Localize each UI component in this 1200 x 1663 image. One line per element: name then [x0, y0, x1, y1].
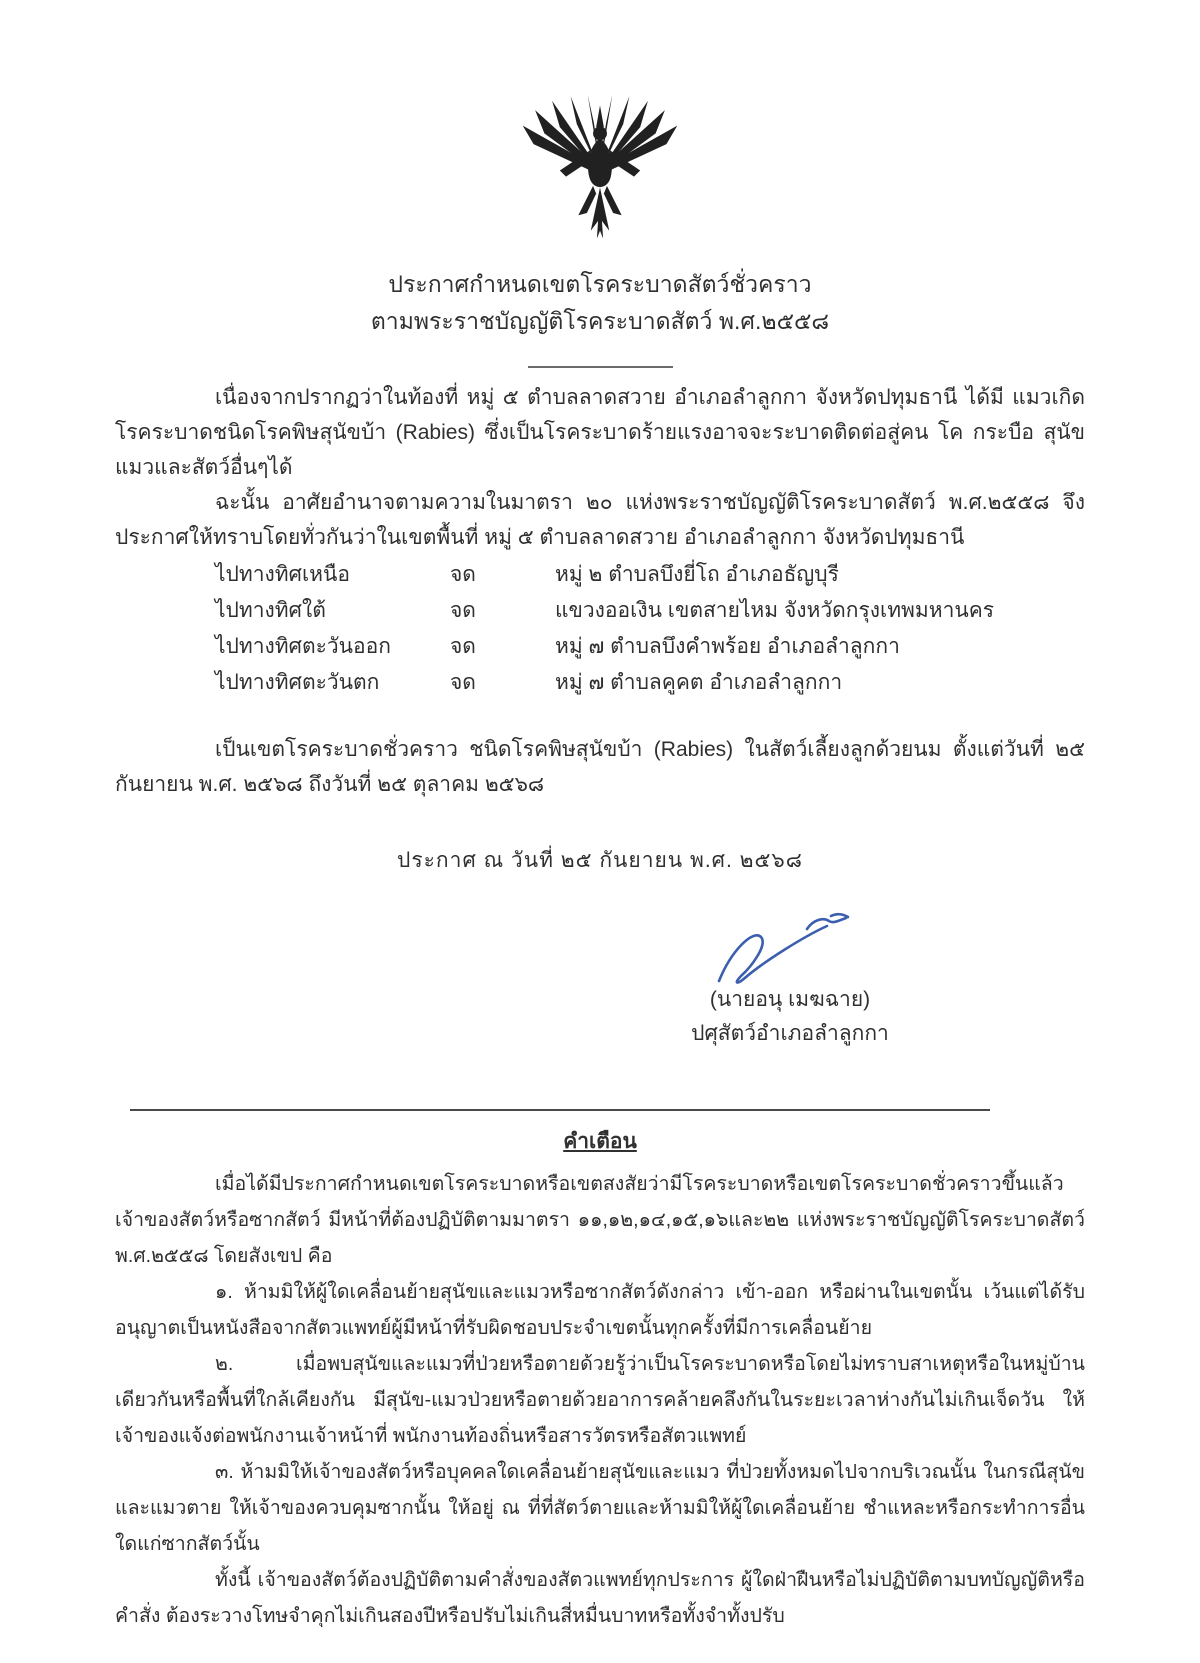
title-divider	[528, 366, 673, 368]
boundary-connector: จด	[450, 599, 476, 622]
announcement-date: ประกาศ ณ วันที่ ๒๕ กันยายน พ.ศ. ๒๕๖๘	[397, 849, 803, 872]
boundary-value: หมู่ ๗ ตำบลคูคต อำเภอลำลูกกา	[555, 671, 843, 694]
boundary-connector: จด	[450, 563, 476, 586]
boundary-value: หมู่ ๗ ตำบลบึงคำพร้อย อำเภอลำลูกกา	[555, 635, 900, 658]
body-paragraph-2: ฉะนั้น อาศัยอำนาจตามความในมาตรา ๒๐ แห่งพระราชบัญญัติโรคระบาดสัตว์ พ.ศ.๒๕๕๘ จึงประกาศให้ทราบโดยทั่วกันว่าในเขตพื้นที่ หมู่ ๕ ตำบลลาดสวาย อำเภอลำลูกกา จังหวัดปทุมธานี	[115, 491, 1085, 549]
garuda-emblem-icon	[515, 88, 685, 256]
boundary-table	[215, 557, 1085, 700]
warning-paragraph-2: ๑. ห้ามมิให้ผู้ใดเคลื่อนย้ายสุนัขและแมวหรือซากสัตว์ดังกล่าว เข้า-ออก หรือผ่านในเขตนั้น เว้นแต่ได้รับอนุญาตเป็นหนังสือจากสัตวแพทย์ผู้มีหน้าที่รับผิดชอบประจำเขตนั้นทุกครั้งที่มีการเคลื่อนย้าย	[115, 1281, 1085, 1339]
boundary-connector: จด	[450, 671, 476, 694]
warning-heading: คำเตือน	[563, 1130, 637, 1153]
body-paragraph-3: เป็นเขตโรคระบาดชั่วคราว ชนิดโรคพิษสุนัขบ้า (Rabies) ในสัตว์เลี้ยงลูกด้วยนม ตั้งแต่วันที่ ๒๕ กันยายน พ.ศ. ๒๕๖๘ ถึงวันที่ ๒๕ ตุลาคม ๒๕๖๘	[115, 738, 1085, 796]
warning-paragraph-3: ๒. เมื่อพบสุนัขและแมวที่ป่วยหรือตายด้วยรู้ว่าเป็นโรคระบาดหรือโดยไม่ทราบสาเหตุหรือในหมู่บ้านเดียวกันหรือพื้นที่ใกล้เคียงกัน มีสุนัข-แมวป่วยหรือตายด้วยอาการคล้ายคลึงกันในระยะเวลาห่างกันไม่เกินเจ็ดวัน ให้เจ้าของแจ้งต่อพนักงานเจ้าหน้าที่ พนักงานท้องถิ่นหรือสารวัตรหรือสัตวแพทย์	[115, 1353, 1085, 1447]
section-divider	[130, 1109, 990, 1111]
boundary-connector: จด	[450, 635, 476, 658]
body-paragraph-1: เนื่องจากปรากฏว่าในท้องที่ หมู่ ๕ ตำบลลาดสวาย อำเภอลำลูกกา จังหวัดปทุมธานี ได้มี แมวเกิดโรคระบาดชนิดโรคพิษสุนัขบ้า (Rabies) ซึ่งเป็นโรคระบาดร้ายแรงอาจจะระบาดติดต่อสู่คน โค กระบือ สุนัข แมวและสัตว์อื่นๆได้	[115, 386, 1085, 479]
announcement-title-line2: ตามพระราชบัญญัติโรคระบาดสัตว์ พ.ศ.๒๕๕๘	[370, 308, 830, 334]
boundary-direction: ไปทางทิศใต้	[215, 599, 326, 622]
warning-paragraph-4: ๓. ห้ามมิให้เจ้าของสัตว์หรือบุคคลใดเคลื่อนย้ายสุนัขและแมว ที่ป่วยทั้งหมดไปจากบริเวณนั้น ในกรณีสุนัขและแมวตาย ให้เจ้าของควบคุมซากนั้น ให้อยู่ ณ ที่ที่สัตว์ตายและห้ามมิให้ผู้ใดเคลื่อนย้าย ชำแหละหรือกระทำการอื่นใดแก่ซากสัตว์นั้น	[115, 1461, 1085, 1555]
announcement-title-line1: ประกาศกำหนดเขตโรคระบาดสัตว์ชั่วคราว	[388, 271, 812, 297]
signer-title: ปศุสัตว์อำเภอลำลูกกา	[691, 1022, 889, 1045]
boundary-value: หมู่ ๒ ตำบลบึงยี่โถ อำเภอธัญบุรี	[555, 563, 839, 586]
warning-paragraph-5: ทั้งนี้ เจ้าของสัตว์ต้องปฏิบัติตามคำสั่งของสัตวแพทย์ทุกประการ ผู้ใดฝ่าฝืนหรือไม่ปฏิบัติตามบทบัญญัติหรือคำสั่ง ต้องระวางโทษจำคุกไม่เกินสองปีหรือปรับไม่เกินสี่หมื่นบาทหรือทั้งจำทั้งปรับ	[115, 1569, 1085, 1627]
signature-block	[635, 911, 945, 1051]
boundary-direction: ไปทางทิศตะวันตก	[215, 671, 380, 694]
boundary-direction: ไปทางทิศเหนือ	[215, 563, 350, 586]
warning-paragraph-1: เมื่อได้มีประกาศกำหนดเขตโรคระบาดหรือเขตสงสัยว่ามีโรคระบาดหรือเขตโรคระบาดชั่วคราวขึ้นแล้ว เจ้าของสัตว์หรือซากสัตว์ มีหน้าที่ต้องปฏิบัติตามมาตรา ๑๑,๑๒,๑๔,๑๕,๑๖และ๒๒ แห่งพระราชบัญญัติโรคระบาดสัตว์ พ.ศ.๒๕๕๘ โดยสังเขป คือ	[115, 1173, 1085, 1267]
signer-name: (นายอนุ เมฆฉาย)	[709, 988, 871, 1011]
signature-icon	[703, 911, 878, 989]
boundary-direction: ไปทางทิศตะวันออก	[215, 635, 391, 658]
boundary-value: แขวงออเงิน เขตสายไหม จังหวัดกรุงเทพมหานคร	[555, 599, 995, 622]
document-title	[0, 266, 1200, 340]
